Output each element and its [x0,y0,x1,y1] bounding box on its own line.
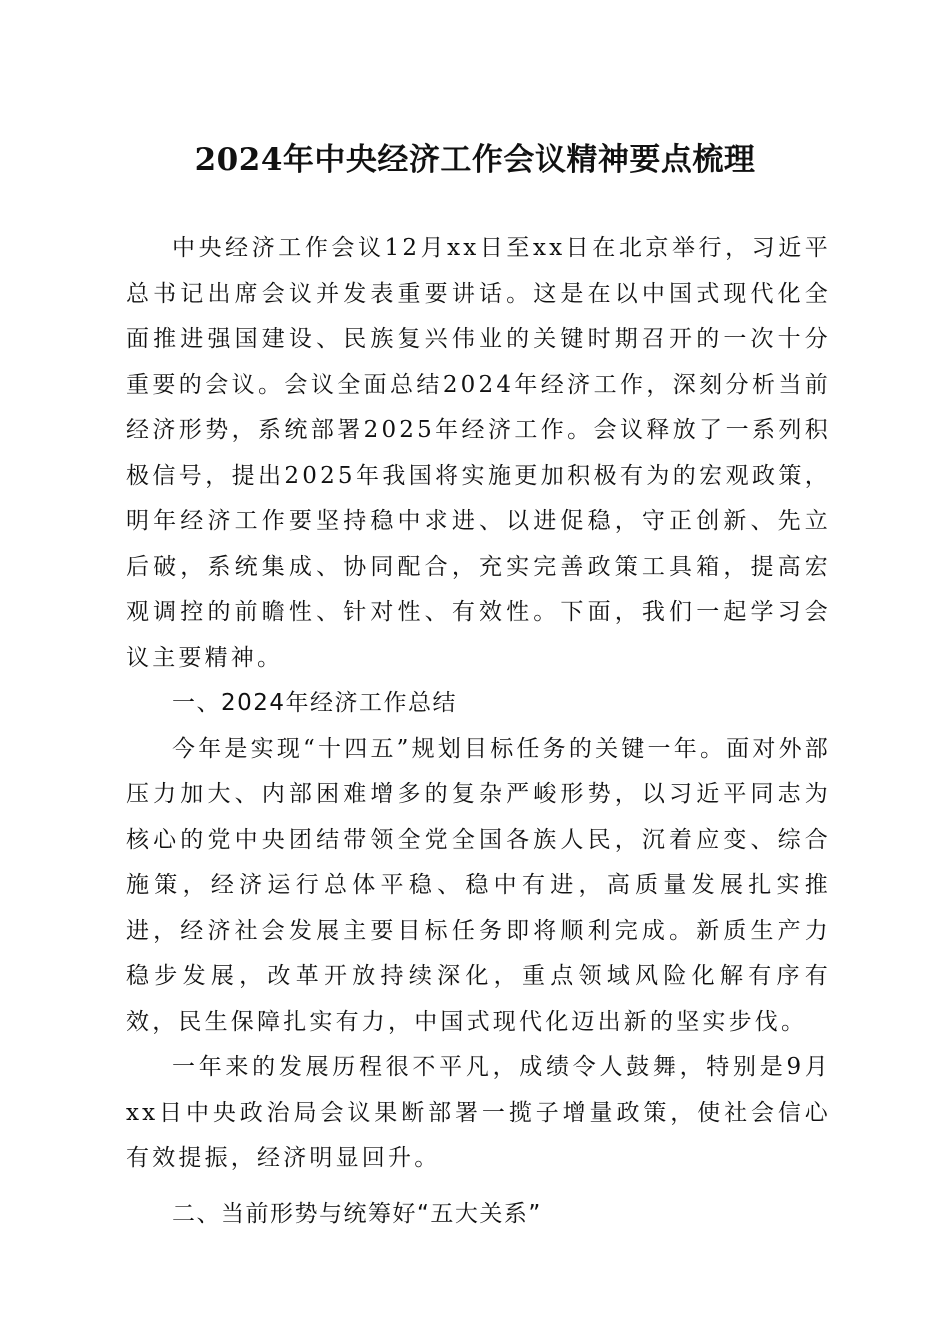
document-title: 2024年中央经济工作会议精神要点梳理 [194,142,756,178]
document-body [126,226,831,1237]
section-1-paragraph-1: 今年是实现“十四五”规划目标任务的关键一年。面对外部压力加大、内部困难增多的复杂严峻形势，以习近平同志为核心的党中央团结带领全党全国各族人民，沉着应变、综合施策，经济运行总体平稳、稳中有进，高质量发展扎实推进，经济社会发展主要目标任务即将顺利完成。新质生产力稳步发展，改革开放持续深化，重点领域风险化解有序有效，民生保障扎实有力，中国式现代化迈出新的坚实步伐。 [126,735,831,1035]
section-heading-1: 一、2024年经济工作总结 [172,690,458,716]
spacer [126,1182,831,1192]
section-1-paragraph-2: 一年来的发展历程很不平凡，成绩令人鼓舞，特别是9月xx日中央政治局会议果断部署一揽子增量政策，使社会信心有效提振，经济明显回升。 [126,1054,831,1171]
intro-paragraph: 中央经济工作会议12月xx日至xx日在北京举行，习近平总书记出席会议并发表重要讲话。这是在以中国式现代化全面推进强国建设、民族复兴伟业的关键时期召开的一次十分重要的会议。会议全面总结2024年经济工作，深刻分析当前经济形势，系统部署2025年经济工作。会议释放了一系列积极信号，提出2025年我国将实施更加积极有为的宏观政策，明年经济工作要坚持稳中求进、以进促稳，守正创新、先立后破，系统集成、协同配合，充实完善政策工具箱，提高宏观调控的前瞻性、针对性、有效性。下面，我们一起学习会议主要精神。 [126,235,831,671]
section-heading-2: 二、当前形势与统筹好“五大关系” [172,1200,542,1227]
